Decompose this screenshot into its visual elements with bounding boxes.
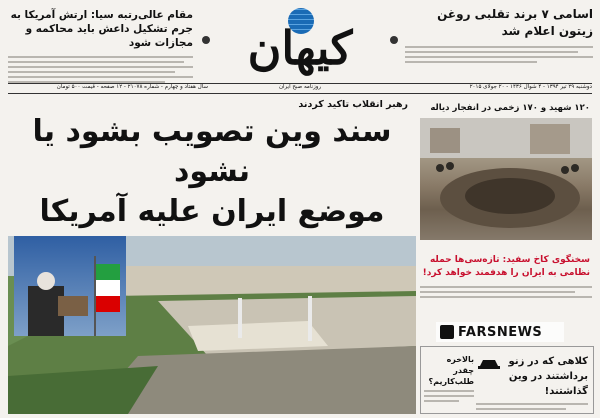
logo	[200, 6, 400, 80]
side-story-photo	[420, 118, 592, 240]
story-bottom-left-body	[476, 403, 588, 410]
side-story[interactable]	[420, 100, 592, 250]
farsnews-watermark-text: FARSNEWS	[458, 324, 543, 340]
main-photo	[8, 236, 416, 414]
lead-headline-line1: سند وین تصویب بشود یا نشود	[32, 114, 392, 189]
masthead-left-body	[8, 56, 193, 83]
logo-ornament-right	[390, 36, 398, 44]
masthead-left-story[interactable]	[8, 8, 193, 86]
story-red-headline: سخنگوی کاخ سفید: تازه‌سی‌ها حمله نظامی به ایران را هدفمند خواهد کرد!	[422, 255, 590, 278]
story-red-body	[420, 286, 592, 298]
farsnews-logo-icon	[440, 325, 454, 339]
lead-kicker: رهبر انقلاب تاکید کردند	[298, 99, 408, 110]
blast-site-illustration	[420, 118, 592, 240]
story-red[interactable]	[420, 252, 592, 320]
aerial-crowd-photo	[8, 236, 416, 414]
story-bottom-left-headline: کلاهی که در زنو برداشتند در وین گذاشتند!	[508, 356, 588, 397]
masthead-right-story[interactable]	[405, 6, 593, 66]
dateline-left: سال هفتاد و چهارم - شماره ۲۱۰۷۸ - ۱۲ صفحه - قیمت ۵۰۰ تومان	[56, 84, 208, 90]
masthead-right-body	[405, 46, 593, 63]
story-bottom-mid-body	[424, 390, 474, 402]
story-bottom-mid[interactable]	[424, 354, 474, 405]
farsnews-watermark	[436, 322, 564, 342]
logo-wordmark: کیهان	[247, 21, 353, 75]
dateline-right: دوشنبه ۲۹ تیر ۱۳۹۴ - ۴ شوال ۱۴۳۶ - ۲۰ جولای ۲۰۱۵	[469, 84, 592, 90]
hat-icon	[478, 354, 500, 370]
dateline-rule-bottom	[8, 93, 592, 94]
dateline-center: روزنامه صبح ایران	[278, 84, 322, 90]
story-bottom-mid-headline: بالاخره چقدر طلب‌کاریم؟	[428, 355, 474, 386]
masthead	[0, 0, 600, 92]
lead-headline-line2: موضع ایران علیه آمریکا	[39, 194, 385, 229]
masthead-right-headline: اسامی ۷ برند تقلبی روغن زیتون اعلام شد	[437, 7, 593, 38]
side-story-caption: ۱۲۰ شهید و ۱۷۰ زخمی در انفجار دیاله	[430, 103, 590, 113]
masthead-left-headline: مقام عالی‌رتبه سیا: ارتش آمریکا به جرم تشکیل داعش باید محاکمه و مجازات شود	[10, 9, 193, 49]
logo-ornament-left	[202, 36, 210, 44]
